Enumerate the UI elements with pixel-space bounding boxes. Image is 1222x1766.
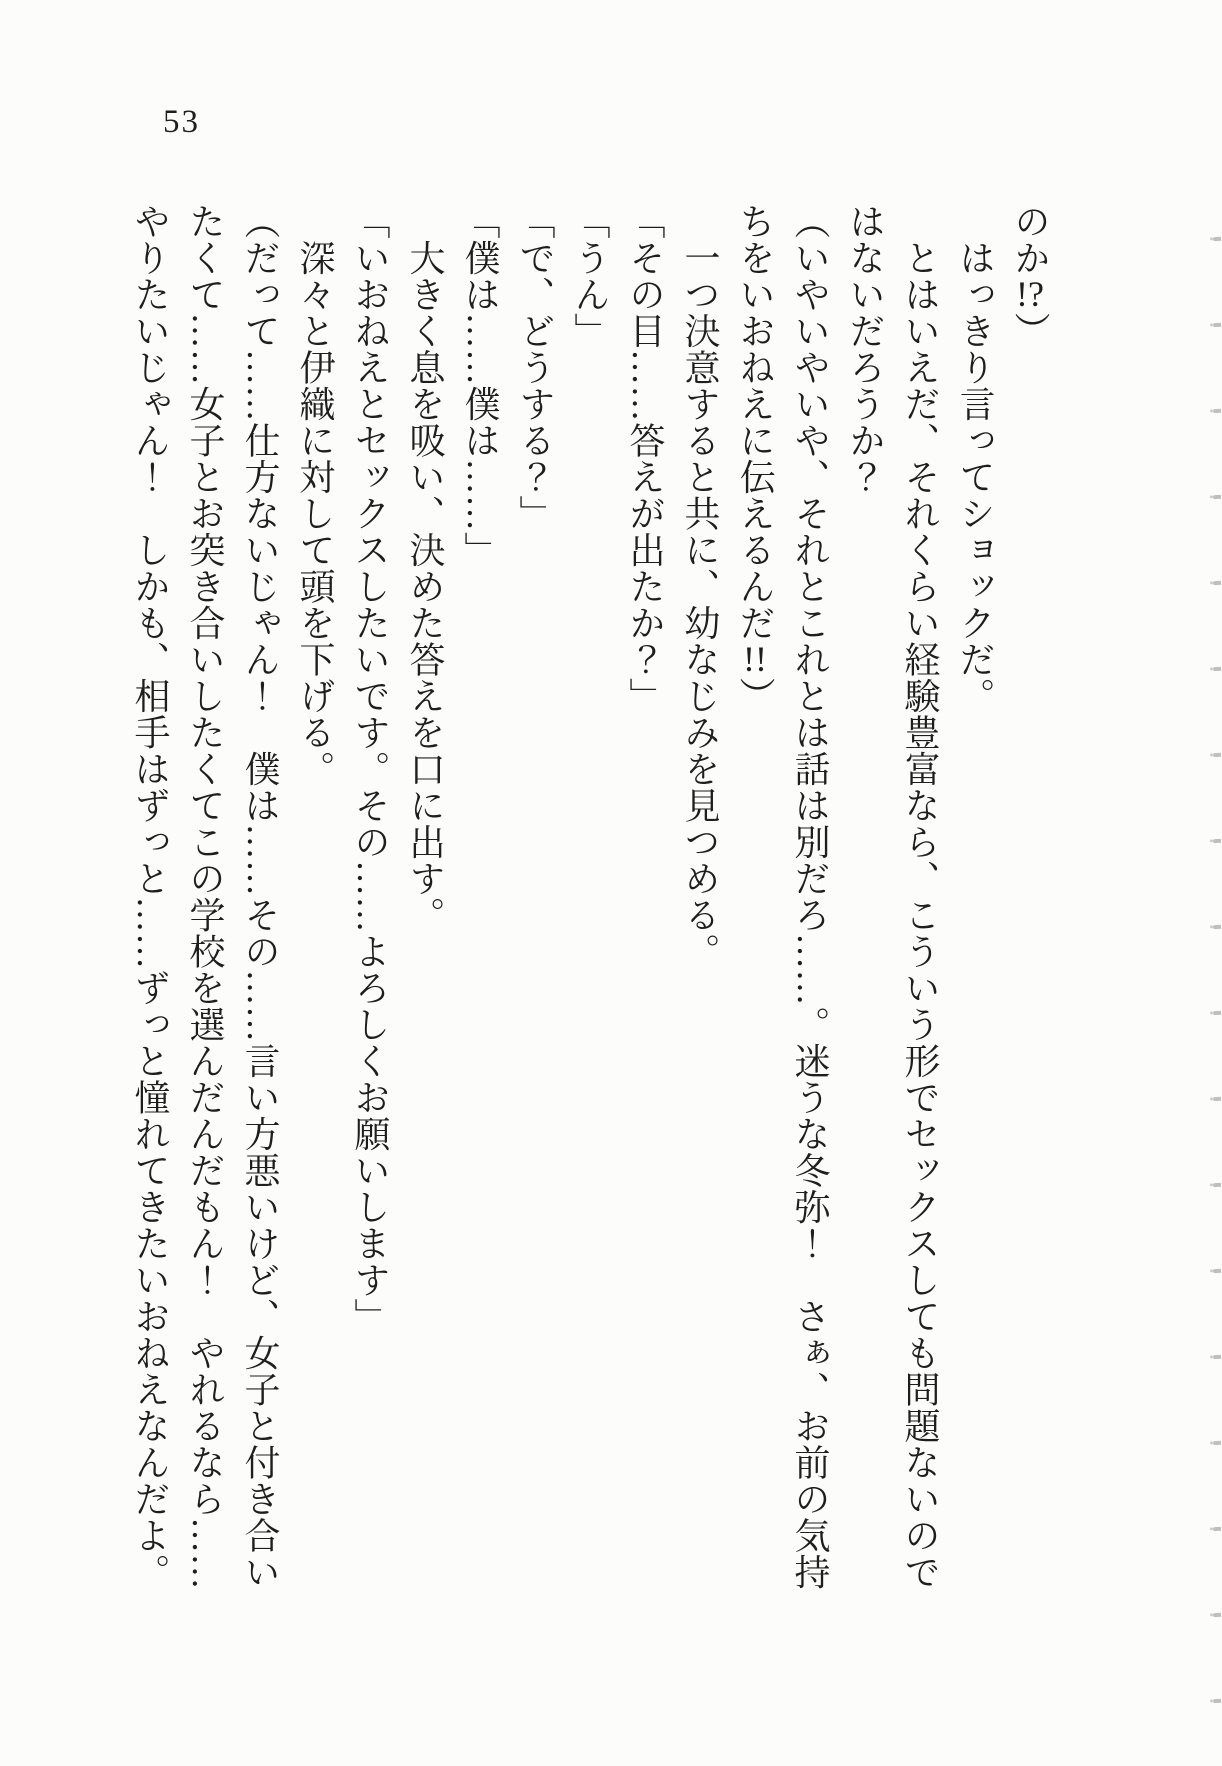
scan-artifact xyxy=(1213,1269,1221,1274)
text-line-16: たくて……女子とお突き合いしたくてこの学校を選んだんだもん！ やれるなら…… xyxy=(185,203,225,1590)
scan-artifact xyxy=(1213,1699,1221,1704)
text-line-3: とはいえだ、それくらい経験豊富なら、こういう形でセックスしても問題ないので xyxy=(900,203,940,1590)
scan-artifact xyxy=(1213,1441,1221,1446)
text-line-12: 大きく息を吸い、決めた答えを口に出す。 xyxy=(405,203,445,933)
scan-artifact xyxy=(1213,839,1221,844)
text-line-1: のか!?） xyxy=(1010,203,1050,349)
text-line-8: 「その目……答えが出たか？」 xyxy=(625,203,665,714)
text-line-13: 「いおねえとセックスしたいです。その……よろしくお願いします」 xyxy=(350,203,390,1335)
scan-artifact xyxy=(1213,925,1221,930)
scan-artifact xyxy=(1213,581,1221,586)
scan-artifact xyxy=(1213,667,1221,672)
scan-artifact xyxy=(1213,1613,1221,1618)
tatechuyoko-text: !? xyxy=(1016,276,1044,312)
text-line-2: はっきり言ってショックだ。 xyxy=(955,203,995,714)
text-line-4: はないだろうか？ xyxy=(845,203,885,495)
page-number: 53 xyxy=(163,104,200,140)
scan-artifact xyxy=(1213,1355,1221,1360)
scan-artifact xyxy=(1213,237,1221,242)
scan-artifact xyxy=(1213,1097,1221,1102)
page-edge-artifacts xyxy=(1208,0,1222,1766)
text-line-10: 「で、どうする？」 xyxy=(515,203,555,532)
scan-artifact xyxy=(1213,495,1221,500)
scan-artifact xyxy=(1213,1011,1221,1016)
tatechuyoko-text: !! xyxy=(743,641,767,677)
text-line-5: （いやいやいや、それとこれとは話は別だろ……。迷うな冬弥！ さぁ、お前の気持 xyxy=(790,203,830,1590)
text-columns xyxy=(122,203,1057,1590)
text-line-11: 「僕は……僕は……」 xyxy=(460,203,500,568)
text-line-9: 「うん」 xyxy=(570,203,610,349)
text-line-7: 一つ決意すると共に、幼なじみを見つめる。 xyxy=(680,203,720,970)
text-line-14: 深々と伊織に対して頭を下げる。 xyxy=(295,203,335,787)
text-line-15: （だって……仕方ないじゃん！ 僕は……その……言い方悪いけど、女子と付き合い xyxy=(240,203,280,1590)
scan-artifact xyxy=(1213,1183,1221,1188)
scan-artifact xyxy=(1213,409,1221,414)
text-line-6: ちをいおねえに伝えるんだ!!） xyxy=(735,203,775,714)
text-line-17: やりたいじゃん！ しかも、相手はずっと……ずっと憧れてきたいおねえなんだよ。 xyxy=(130,203,170,1590)
scan-artifact xyxy=(1213,753,1221,758)
scan-artifact xyxy=(1213,323,1221,328)
scan-artifact xyxy=(1213,1527,1221,1532)
